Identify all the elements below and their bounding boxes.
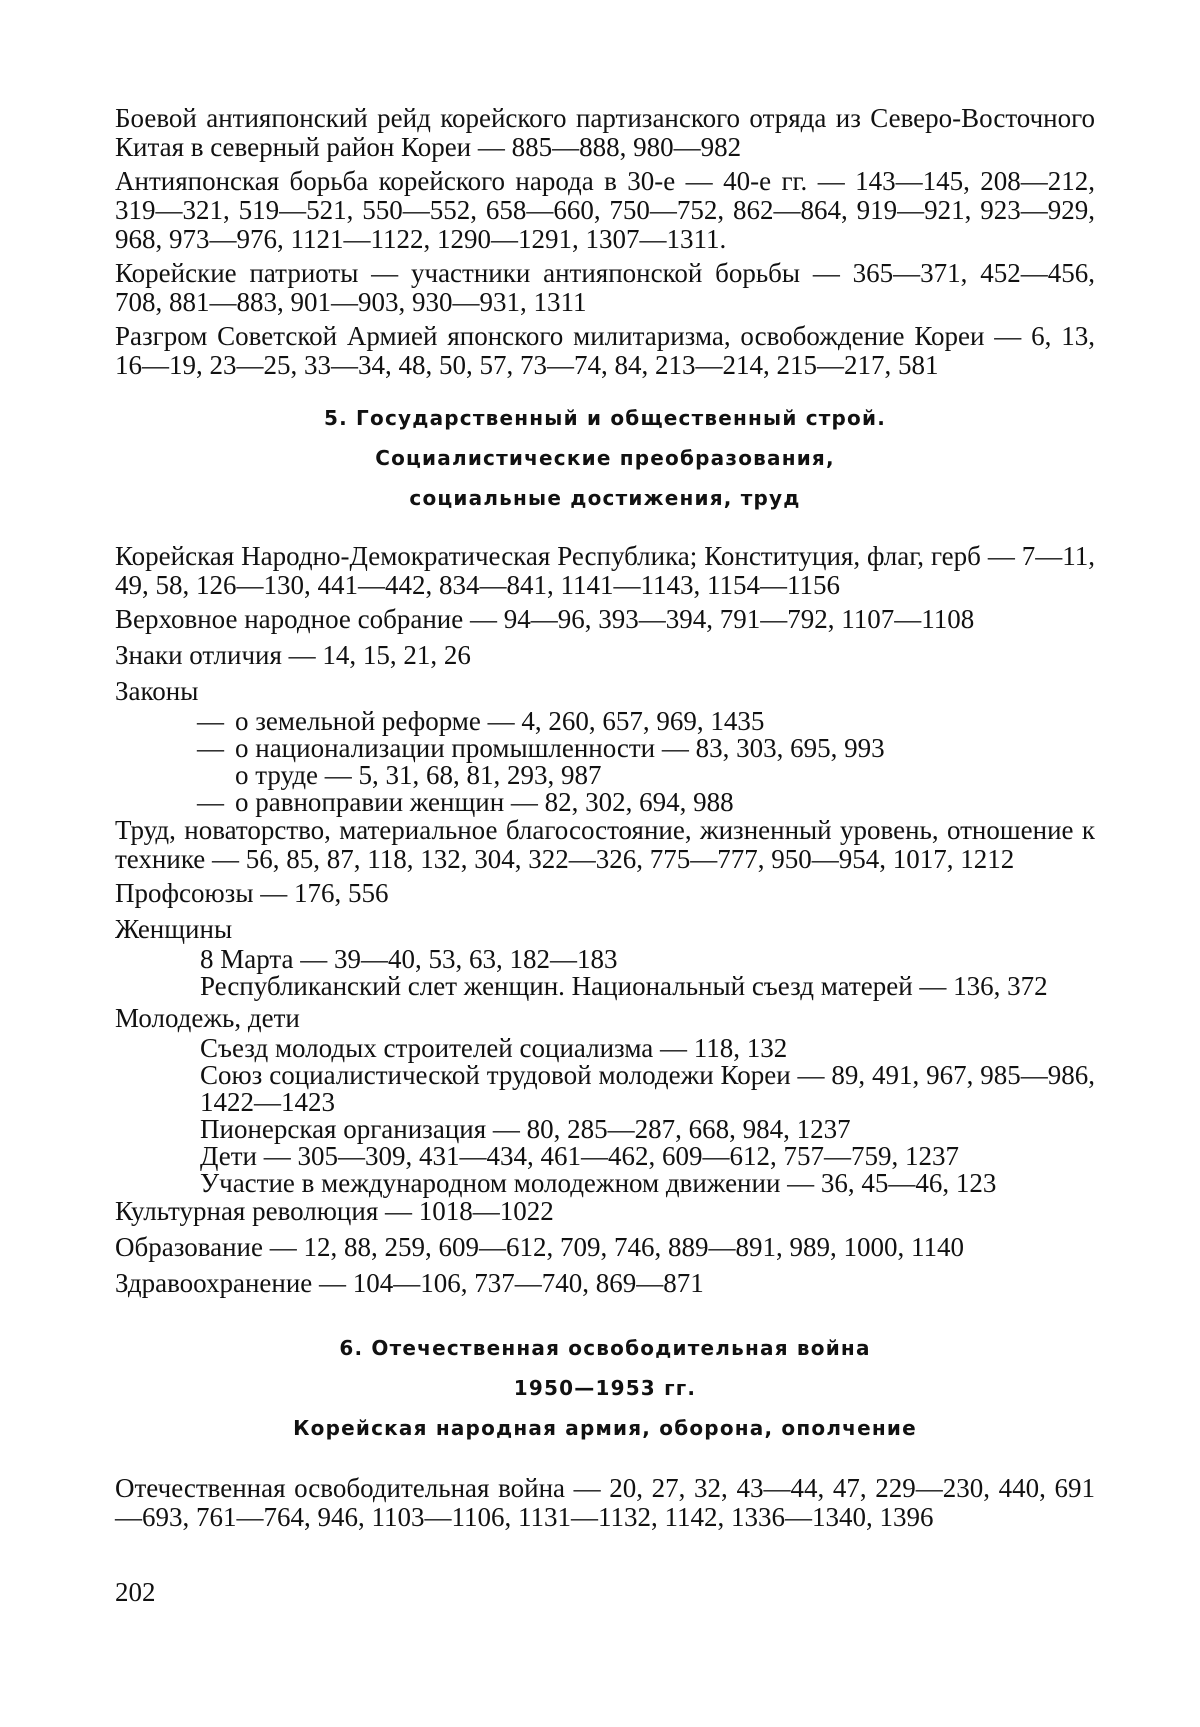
- women-list: [115, 946, 1095, 1000]
- laws-list: [115, 708, 1095, 816]
- group-title-laws: Законы: [115, 677, 1095, 706]
- dash-marker: —: [197, 789, 235, 816]
- section-heading-line: социальные достижения, труд: [115, 478, 1095, 518]
- section-heading-line: 6. Отечественная освободительная война: [115, 1328, 1095, 1368]
- list-item-text: о равноправии женщин — 82, 302, 694, 988: [235, 787, 734, 817]
- section-5-entries: [115, 542, 1095, 1298]
- index-entry: Разгром Советской Армией японского милитаризма, освобождение Кореи — 6, 13, 16—19, 23—25, 33—34, 48, 50, 57, 73—74, 84, 213—214, 215—217, 581: [115, 322, 1095, 380]
- index-entry: Здравоохранение — 104—106, 737—740, 869—871: [115, 1269, 1095, 1298]
- list-item-text: о земельной реформе — 4, 260, 657, 969, 1435: [235, 706, 764, 736]
- list-item-text: о национализации промышленности — 83, 303, 695, 993: [235, 733, 885, 763]
- list-item: Участие в международном молодежном движении — 36, 45—46, 123: [200, 1170, 1095, 1197]
- section-5-heading: [115, 398, 1095, 518]
- section-heading-line: 5. Государственный и общественный строй.: [115, 398, 1095, 438]
- list-item: [197, 789, 1095, 816]
- dash-marker: —: [197, 735, 235, 762]
- section-heading-line: Социалистические преобразования,: [115, 438, 1095, 478]
- list-item: 8 Марта — 39—40, 53, 63, 182—183: [200, 946, 1095, 973]
- list-item: [197, 762, 1095, 789]
- section-heading-line: 1950—1953 гг.: [115, 1368, 1095, 1408]
- top-entries: [115, 104, 1095, 380]
- index-entry: Культурная революция — 1018—1022: [115, 1197, 1095, 1226]
- list-item: Республиканский слет женщин. Национальный съезд матерей — 136, 372: [200, 973, 1095, 1000]
- group-title-women: Женщины: [115, 915, 1095, 944]
- index-entry: Верховное народное собрание — 94—96, 393—394, 791—792, 1107—1108: [115, 605, 1095, 634]
- section-heading-line: Корейская народная армия, оборона, ополчение: [115, 1408, 1095, 1448]
- index-entry: Корейская Народно-Демократическая Республика; Конституция, флаг, герб — 7—11, 49, 58, 126—130, 441—442, 834—841, 1141—1143, 1154—1156: [115, 542, 1095, 600]
- index-entry: Образование — 12, 88, 259, 609—612, 709, 746, 889—891, 989, 1000, 1140: [115, 1233, 1095, 1262]
- index-entry: Отечественная освободительная война — 20, 27, 32, 43—44, 47, 229—230, 440, 691—693, 761—764, 946, 1103—1106, 1131—1132, 1142, 1336—1340, 1396: [115, 1474, 1095, 1532]
- list-item: [197, 735, 1095, 762]
- youth-list: [115, 1035, 1095, 1197]
- group-title-youth: Молодежь, дети: [115, 1004, 1095, 1033]
- index-entry: Знаки отличия — 14, 15, 21, 26: [115, 641, 1095, 670]
- list-item: Пионерская организация — 80, 285—287, 668, 984, 1237: [200, 1116, 1095, 1143]
- list-item: [197, 708, 1095, 735]
- index-entry: Профсоюзы — 176, 556: [115, 879, 1095, 908]
- section-6-heading: [115, 1328, 1095, 1448]
- index-entry: Боевой антияпонский рейд корейского партизанского отряда из Северо-Восточного Китая в северный район Кореи — 885—888, 980—982: [115, 104, 1095, 162]
- page-number: 202: [115, 1578, 156, 1607]
- list-item-text: о труде — 5, 31, 68, 81, 293, 987: [235, 760, 602, 790]
- list-item: Союз социалистической трудовой молодежи Кореи — 89, 491, 967, 985—986, 1422—1423: [200, 1062, 1095, 1116]
- list-item: Съезд молодых строителей социализма — 118, 132: [200, 1035, 1095, 1062]
- list-item: Дети — 305—309, 431—434, 461—462, 609—612, 757—759, 1237: [200, 1143, 1095, 1170]
- book-page: [0, 0, 1200, 1727]
- index-entry: Корейские патриоты — участники антияпонской борьбы — 365—371, 452—456, 708, 881—883, 901—903, 930—931, 1311: [115, 259, 1095, 317]
- dash-marker: —: [197, 708, 235, 735]
- index-entry: Труд, новаторство, материальное благосостояние, жизненный уровень, отношение к технике — 56, 85, 87, 118, 132, 304, 322—326, 775—777, 950—954, 1017, 1212: [115, 816, 1095, 874]
- index-entry: Антияпонская борьба корейского народа в 30-е — 40-е гг. — 143—145, 208—212, 319—321, 519—521, 550—552, 658—660, 750—752, 862—864, 919—921, 923—929, 968, 973—976, 1121—1122, 1290—1291, 1307—1311.: [115, 167, 1095, 254]
